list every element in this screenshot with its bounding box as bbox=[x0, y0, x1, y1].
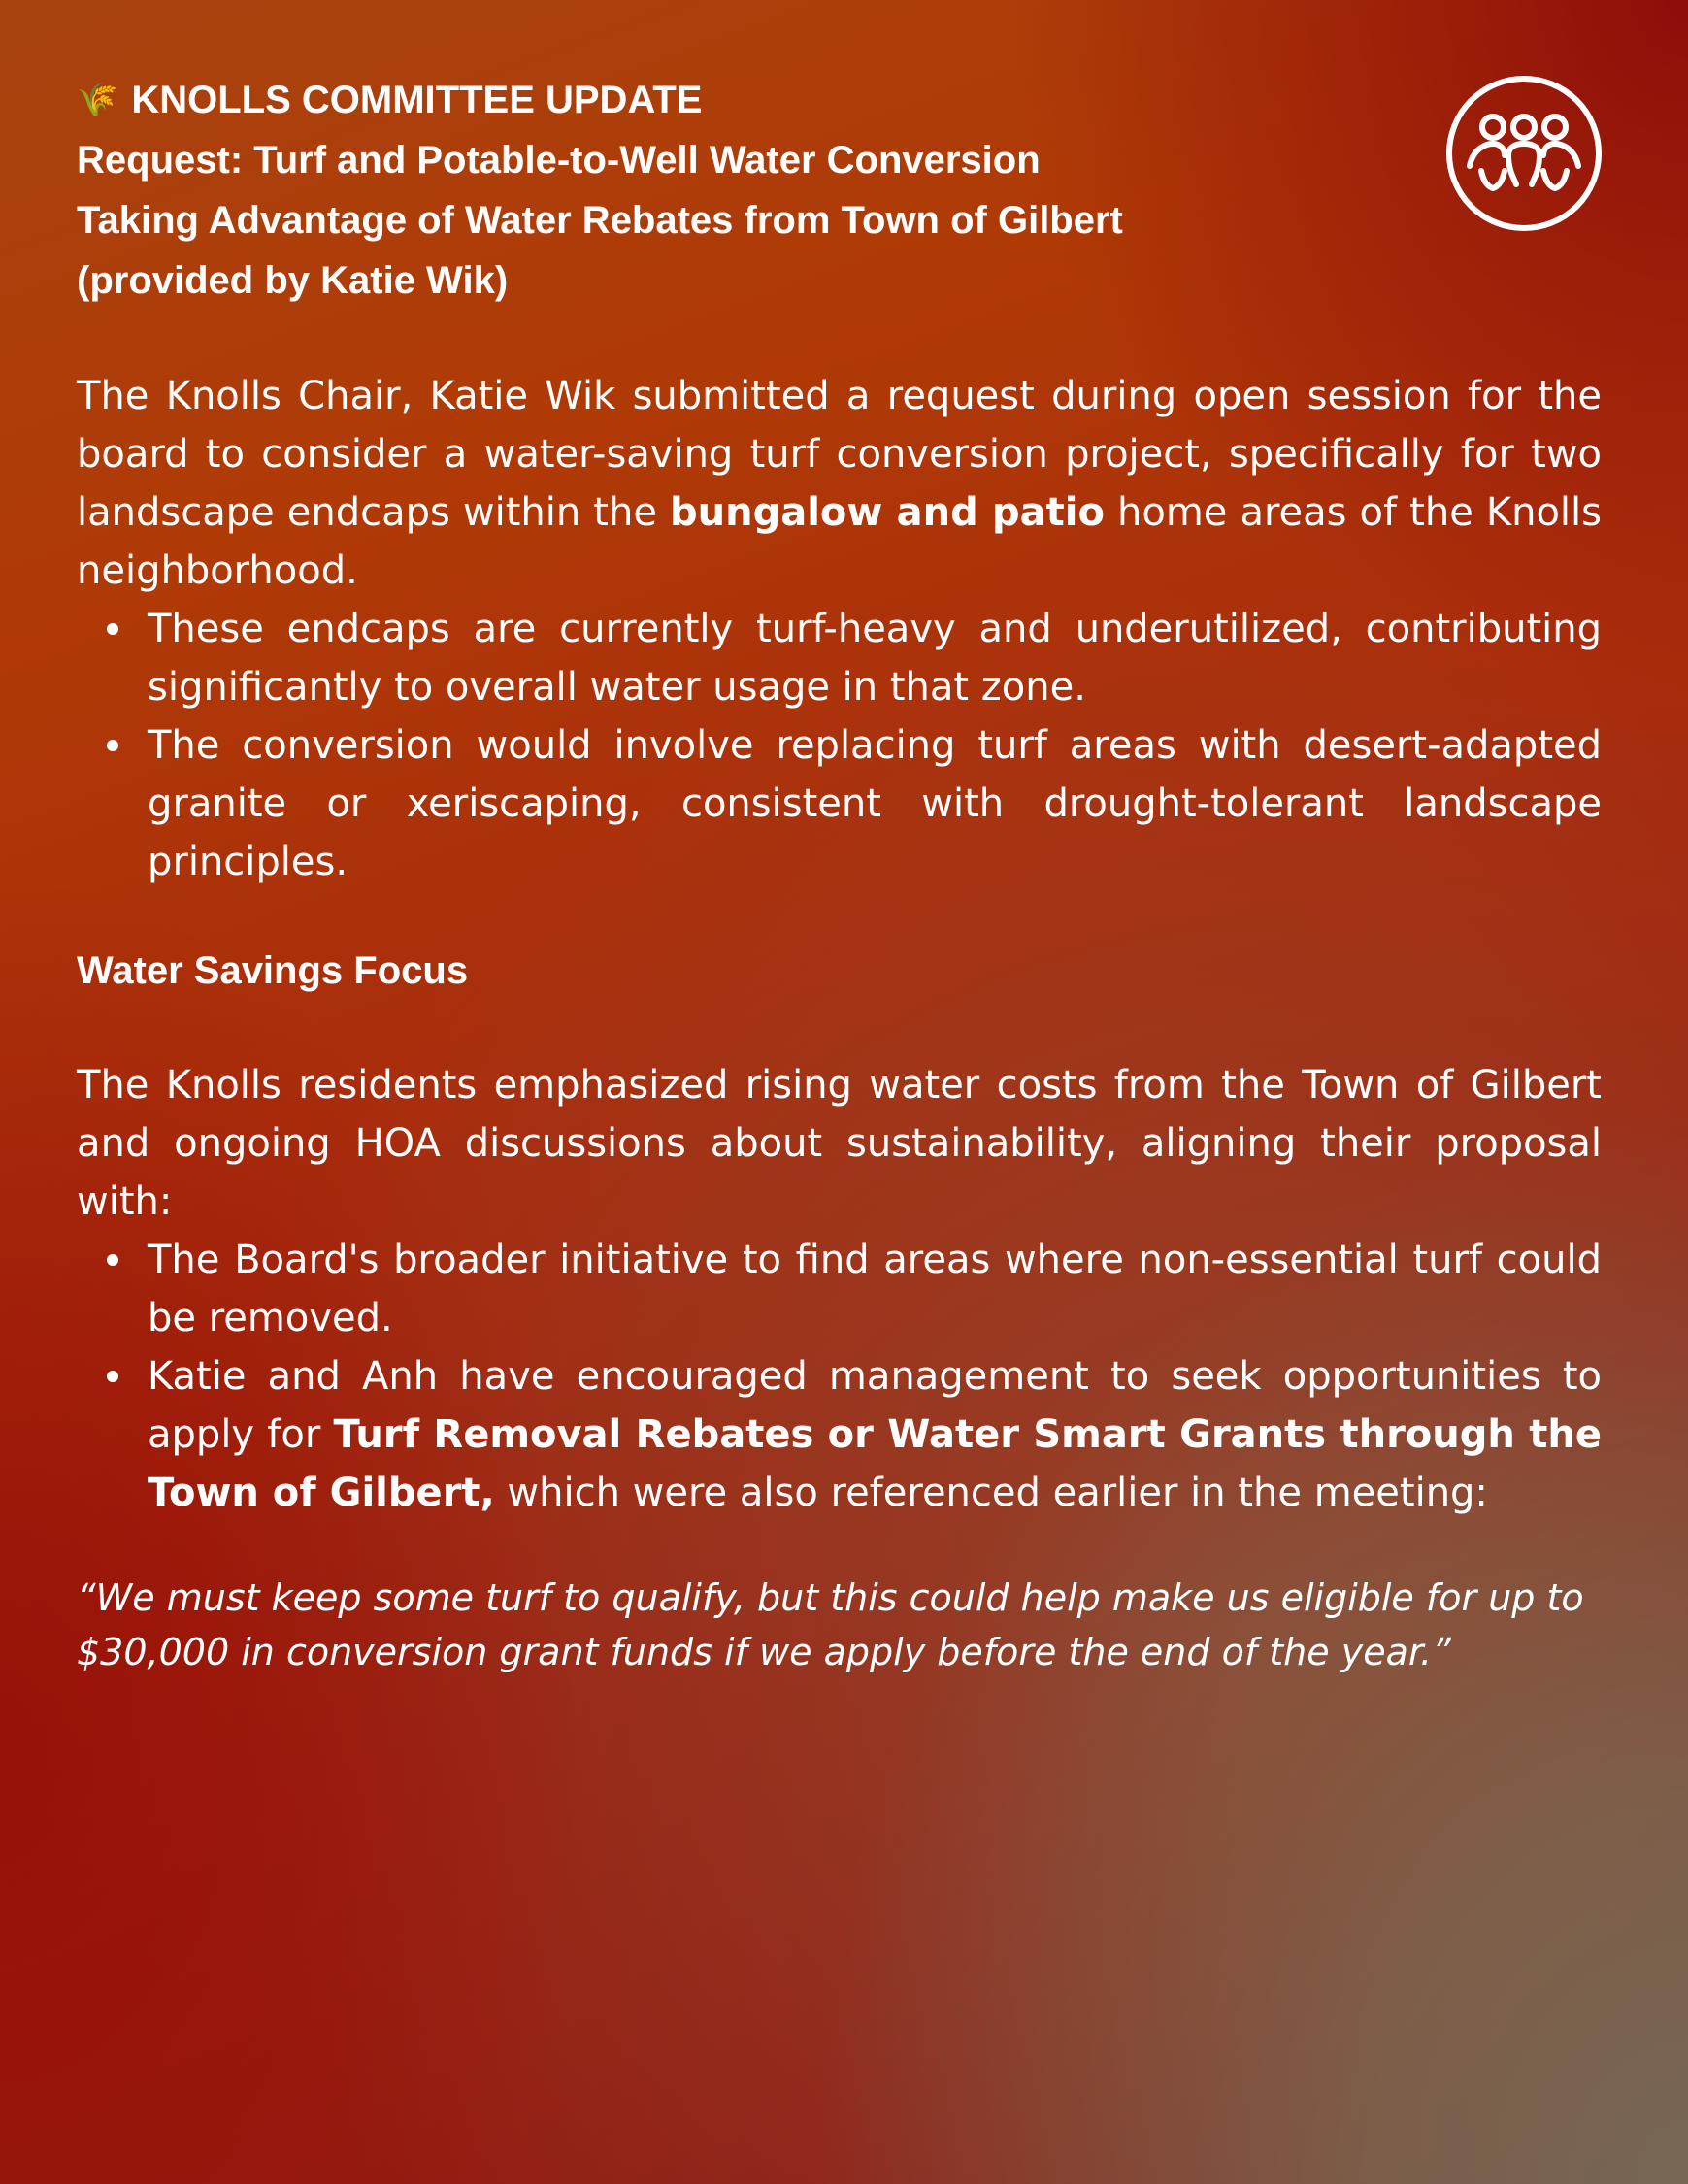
document-page bbox=[77, 70, 1602, 1679]
list-item: These endcaps are currently turf-heavy and underutilized, contributing significantly to overall water usage in that zone. bbox=[148, 600, 1602, 716]
intro-text-2: home areas of the Knolls neighborhood. bbox=[77, 490, 1602, 593]
water-savings-paragraph: The Knolls residents emphasized rising water costs from the Town of Gilbert and ongoing HOA discussions about sustainability, aligning their proposal with: bbox=[77, 1063, 1602, 1224]
bullet-bold-text: Turf Removal Rebates or Water Smart Grants through the Town of Gilbert, bbox=[148, 1412, 1603, 1515]
list-item: The Board's broader initiative to find areas where non-essential turf could be removed. bbox=[148, 1231, 1602, 1347]
bullet-text-2: which were also referenced earlier in the meeting: bbox=[494, 1471, 1488, 1515]
bullet-text-1: Katie and Anh have encouraged management to seek opportunities to apply for bbox=[148, 1354, 1602, 1457]
wheat-icon: 🌾 bbox=[77, 82, 118, 118]
endcap-bullet-list bbox=[77, 600, 1602, 891]
water-savings-bullet-list bbox=[77, 1231, 1602, 1522]
list-item: The conversion would involve replacing turf areas with desert-adapted granite or xeriscaping, consistent with drought-tolerant landscape principles. bbox=[148, 716, 1602, 891]
intro-paragraph bbox=[77, 367, 1602, 600]
request-subtitle: Taking Advantage of Water Rebates from Town of Gilbert bbox=[77, 199, 1123, 242]
request-title: Request: Turf and Potable-to-Well Water Conversion bbox=[77, 139, 1041, 182]
intro-text-1: The Knolls Chair, Katie Wik submitted a request during open session for the board to consider a water-saving turf conversion project, specifically for two landscape endcaps within the bbox=[77, 374, 1602, 535]
header-block bbox=[77, 70, 1602, 311]
list-item bbox=[148, 1347, 1602, 1522]
committee-title: KNOLLS COMMITTEE UPDATE bbox=[131, 79, 703, 121]
header-title-row bbox=[77, 70, 1602, 130]
intro-bold-text: bungalow and patio bbox=[670, 490, 1105, 535]
section-heading: Water Savings Focus bbox=[77, 949, 469, 992]
community-people-icon bbox=[1444, 74, 1604, 233]
grant-quote: “We must keep some turf to qualify, but this could help make us eligible for up to $30,000 in conversion grant funds if we apply before the end of the year.” bbox=[77, 1576, 1584, 1673]
request-credit: (provided by Katie Wik) bbox=[77, 259, 509, 302]
